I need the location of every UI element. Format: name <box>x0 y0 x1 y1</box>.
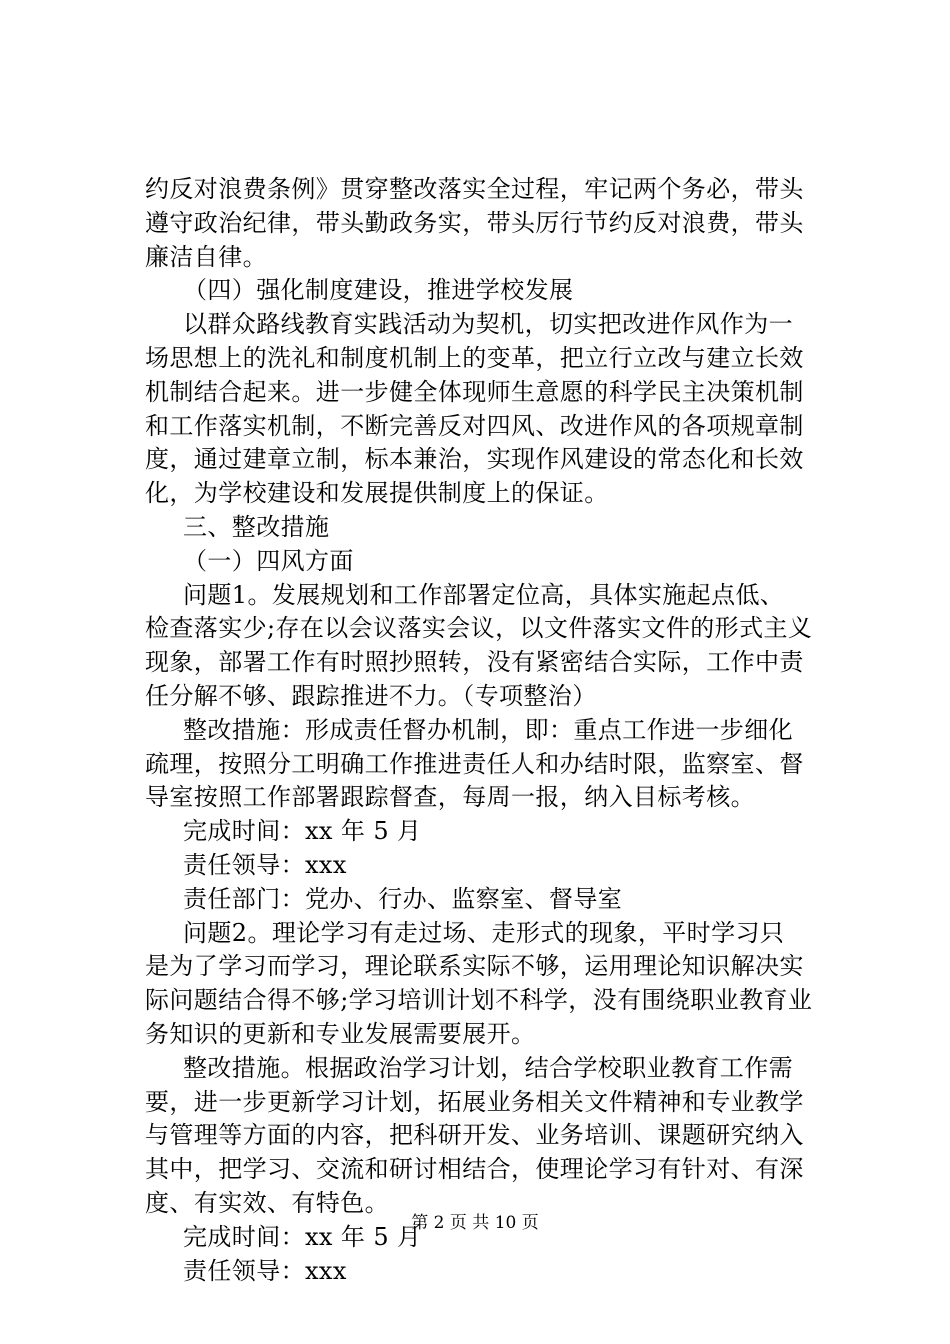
text-line: （四）强化制度建设，推进学校发展 <box>183 276 574 305</box>
text-line: 务知识的更新和专业发展需要展开。 <box>145 1019 536 1048</box>
text-line: 现象，部署工作有时照抄照转，没有紧密结合实际，工作中责 <box>145 648 804 677</box>
text-line: 机制结合起来。进一步健全体现师生意愿的科学民主决策机制 <box>145 377 804 406</box>
text-line: 整改措施：形成责任督办机制，即：重点工作进一步细化 <box>183 715 793 744</box>
text-line: 遵守政治纪律，带头勤政务实，带头厉行节约反对浪费，带头 <box>145 208 804 237</box>
text-line: 其中，把学习、交流和研讨相结合，使理论学习有针对、有深 <box>145 1155 804 1184</box>
text-line: 度，通过建章立制，标本兼治，实现作风建设的常态化和长效 <box>145 445 804 474</box>
text-line: 责任部门：党办、行办、监察室、督导室 <box>183 884 623 913</box>
text-line: 和工作落实机制，不断完善反对四风、改进作风的各项规章制 <box>145 411 804 440</box>
text-line: 完成时间：xx 年 5 月 <box>183 817 422 846</box>
text-line: 检查落实少;存在以会议落实会议，以文件落实文件的形式主义 <box>145 614 813 643</box>
text-line: 要，进一步更新学习计划，拓展业务相关文件精神和专业教学 <box>145 1087 804 1116</box>
text-line: 任分解不够、跟踪推进不力。（专项整治） <box>145 681 597 710</box>
text-line: 廉洁自律。 <box>145 242 267 271</box>
text-line: 三、整改措施 <box>183 512 330 541</box>
text-line: 化，为学校建设和发展提供制度上的保证。 <box>145 479 609 508</box>
text-line: 疏理，按照分工明确工作推进责任人和办结时限，监察室、督 <box>145 749 804 778</box>
text-line: 责任领导：xxx <box>183 1256 347 1285</box>
document-body <box>145 173 835 1288</box>
text-line: 问题1。发展规划和工作部署定位高，具体实施起点低、 <box>183 580 785 609</box>
text-line: （一）四风方面 <box>183 546 354 575</box>
text-line: 问题2。理论学习有走过场、走形式的现象，平时学习只 <box>183 918 785 947</box>
text-line: 际问题结合得不够;学习培训计划不科学，没有围绕职业教育业 <box>145 986 813 1015</box>
text-line: 与管理等方面的内容，把科研开发、业务培训、课题研究纳入 <box>145 1121 804 1150</box>
text-line: 约反对浪费条例》贯穿整改落实全过程，牢记两个务必，带头 <box>145 175 804 203</box>
text-line: 以群众路线教育实践活动为契机，切实把改进作风作为一 <box>183 310 793 339</box>
text-line: 度、有实效、有特色。 <box>145 1188 389 1217</box>
text-line: 完成时间：xx 年 5 月 <box>183 1222 422 1251</box>
text-line: 是为了学习而学习，理论联系实际不够，运用理论知识解决实 <box>145 952 804 981</box>
page-footer: 第 2 页 共 10 页 <box>411 1213 539 1233</box>
text-line: 责任领导：xxx <box>183 850 347 879</box>
text-line: 场思想上的洗礼和制度机制上的变革，把立行立改与建立长效 <box>145 343 804 372</box>
text-line: 整改措施。根据政治学习计划，结合学校职业教育工作需 <box>183 1053 793 1082</box>
text-line: 导室按照工作部署跟踪督查，每周一报，纳入目标考核。 <box>145 783 755 812</box>
